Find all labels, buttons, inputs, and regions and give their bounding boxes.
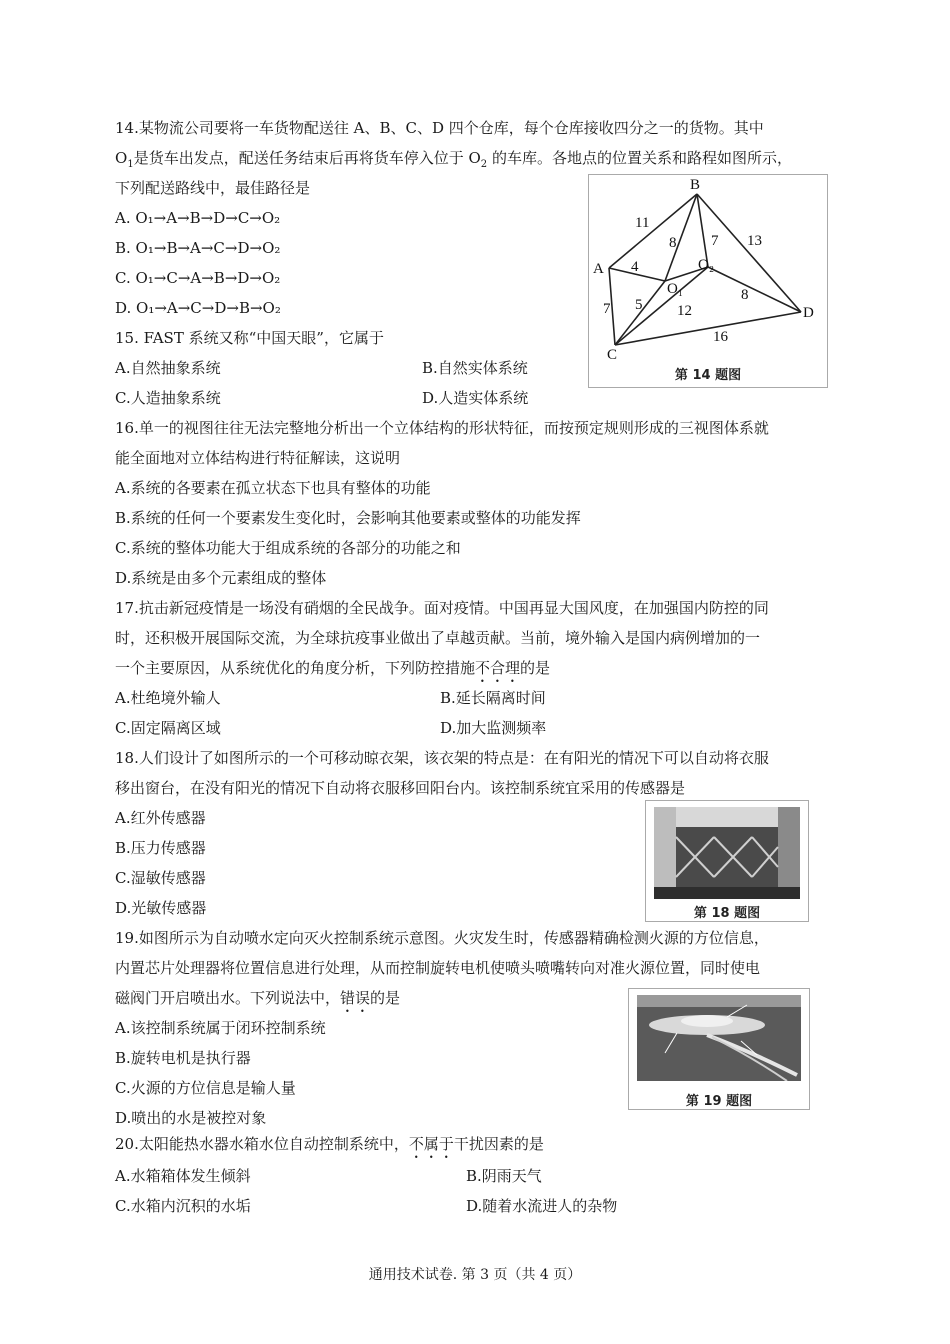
q16-option-c: C.系统的整体功能大于组成系统的各部分的功能之和: [115, 539, 461, 557]
sprinkler-diagram: [637, 995, 801, 1081]
q18-figure-caption: 第 18 题图: [693, 906, 761, 921]
q18-option-a: A.红外传感器: [115, 809, 206, 827]
edge-c-o2: 12: [677, 303, 692, 319]
q15-option-b: B.自然实体系统: [422, 359, 528, 377]
q17-option-c: C.固定隔离区域: [115, 719, 221, 737]
node-d: D: [803, 305, 814, 321]
edge-c-d: 16: [713, 329, 728, 345]
q18-option-d: D.光敏传感器: [115, 899, 207, 917]
route-graph: [589, 175, 827, 387]
edge-a-c: 7: [603, 301, 611, 317]
q17-line-2: 时，还积极开展国际交流，为全球抗疫事业做出了卓越贡献。当前，境外输入是国内病例增加的一: [115, 629, 761, 647]
page-footer: 通用技术试卷. 第 3 页（共 4 页）: [368, 1267, 582, 1283]
q17-line-1: 17.抗击新冠疫情是一场没有硝烟的全民战争。面对疫情。中国再显大国风度，在加强国内防控的同: [115, 599, 769, 617]
clothes-rack-photo: [654, 807, 800, 899]
q15-option-a: A.自然抽象系统: [115, 359, 221, 377]
q15-stem: 15. FAST 系统又称“中国天眼”，它属于: [115, 329, 384, 347]
q14-line-1: 14.某物流公司要将一车货物配送往 A、B、C、D 四个仓库，每个仓库接收四分之一的货物。其中: [115, 119, 764, 137]
q14-option-a: A. O₁→A→B→D→C→O₂: [115, 209, 281, 227]
node-o2: O₂: [698, 257, 715, 273]
q19-figure: [628, 988, 810, 1110]
q16-line-1: 16.单一的视图往往无法完整地分析出一个立体结构的形状特征，而按预定规则形成的三视图体系就: [115, 419, 769, 437]
q19-figure-caption: 第 19 题图: [685, 1094, 753, 1109]
q16-line-2: 能全面地对立体结构进行特征解读，这说明: [115, 449, 401, 467]
edge-a-b: 11: [635, 215, 650, 231]
q19-option-d: D.喷出的水是被控对象: [115, 1109, 267, 1127]
q19-option-b: B.旋转电机是执行器: [115, 1049, 251, 1067]
q17-line-3: 一个主要原因，从系统优化的角度分析，下列防控措施不合理的是: [115, 659, 551, 677]
edge-a-o1: 4: [631, 259, 639, 275]
node-b: B: [690, 177, 701, 193]
node-o1: O₁: [667, 281, 684, 297]
q17-option-a: A.杜绝境外输人: [115, 689, 221, 707]
q14-figure: [588, 174, 828, 388]
q19-line-2: 内置芯片处理器将位置信息进行处理，从而控制旋转电机使喷头喷嘴转向对准火源位置，同时使电: [115, 959, 761, 977]
node-c: C: [607, 347, 618, 363]
q20-option-b: B.阴雨天气: [466, 1167, 542, 1185]
q20-option-c: C.水箱内沉积的水垢: [115, 1197, 251, 1215]
q14-line-3: 下列配送路线中，最佳路径是: [115, 179, 311, 197]
edge-o2-d: 8: [741, 287, 749, 303]
q15-option-d: D.人造实体系统: [422, 389, 529, 407]
q20-option-a: A.水箱箱体发生倾斜: [115, 1167, 251, 1185]
edge-b-o1: 8: [669, 235, 677, 251]
emphasis-not-belong: 不属于: [408, 1135, 454, 1153]
q14-figure-caption: 第 14 题图: [674, 368, 742, 383]
emphasis-wrong: 错误: [340, 989, 371, 1007]
q19-line-1: 19.如图所示为自动喷水定向灭火控制系统示意图。火灾发生时，传感器精确检测火源的方位信息，: [115, 929, 769, 947]
q17-option-d: D.加大监测频率: [440, 719, 547, 737]
q16-option-b: B.系统的任何一个要素发生变化时，会影响其他要素或整体的功能发挥: [115, 509, 581, 527]
q19-option-a: A.该控制系统属于闭环控制系统: [115, 1019, 326, 1037]
q20-option-d: D.随着水流进人的杂物: [466, 1197, 618, 1215]
q18-line-1: 18.人们设计了如图所示的一个可移动晾衣架，该衣架的特点是：在有阳光的情况下可以自动将衣服: [115, 749, 769, 767]
q18-option-b: B.压力传感器: [115, 839, 206, 857]
q14-option-b: B. O₁→B→A→C→D→O₂: [115, 239, 281, 257]
q14-option-c: C. O₁→C→A→B→D→O₂: [115, 269, 281, 287]
q19-line-3: 磁阀门开启喷出水。下列说法中，错误的是: [115, 989, 401, 1007]
emphasis-not-reasonable: 不合理: [475, 659, 521, 677]
q18-line-2: 移出窗台，在没有阳光的情况下自动将衣服移回阳台内。该控制系统宜采用的传感器是: [115, 779, 686, 797]
q14-option-d: D. O₁→A→C→D→B→O₂: [115, 299, 281, 317]
edge-b-o2: 7: [711, 233, 719, 249]
q14-line-2: $O_1$是货车出发点，配送任务结束后再将货车停入位于 $O_2$ 的车库。各地点的位置关系和路程如图所示，: [115, 149, 792, 170]
q18-figure: [645, 800, 809, 922]
edge-b-d: 13: [747, 233, 762, 249]
q17-option-b: B.延长隔离时间: [440, 689, 546, 707]
q19-option-c: C.火源的方位信息是输人量: [115, 1079, 296, 1097]
edge-c-o1: 5: [635, 297, 643, 313]
q16-option-a: A.系统的各要素在孤立状态下也具有整体的功能: [115, 479, 431, 497]
q20-stem: 20.太阳能热水器水箱水位自动控制系统中，不属于干扰因素的是: [115, 1135, 544, 1153]
q15-option-c: C.人造抽象系统: [115, 389, 221, 407]
q18-option-c: C.湿敏传感器: [115, 869, 206, 887]
node-a: A: [593, 261, 604, 277]
q16-option-d: D.系统是由多个元素组成的整体: [115, 569, 327, 587]
